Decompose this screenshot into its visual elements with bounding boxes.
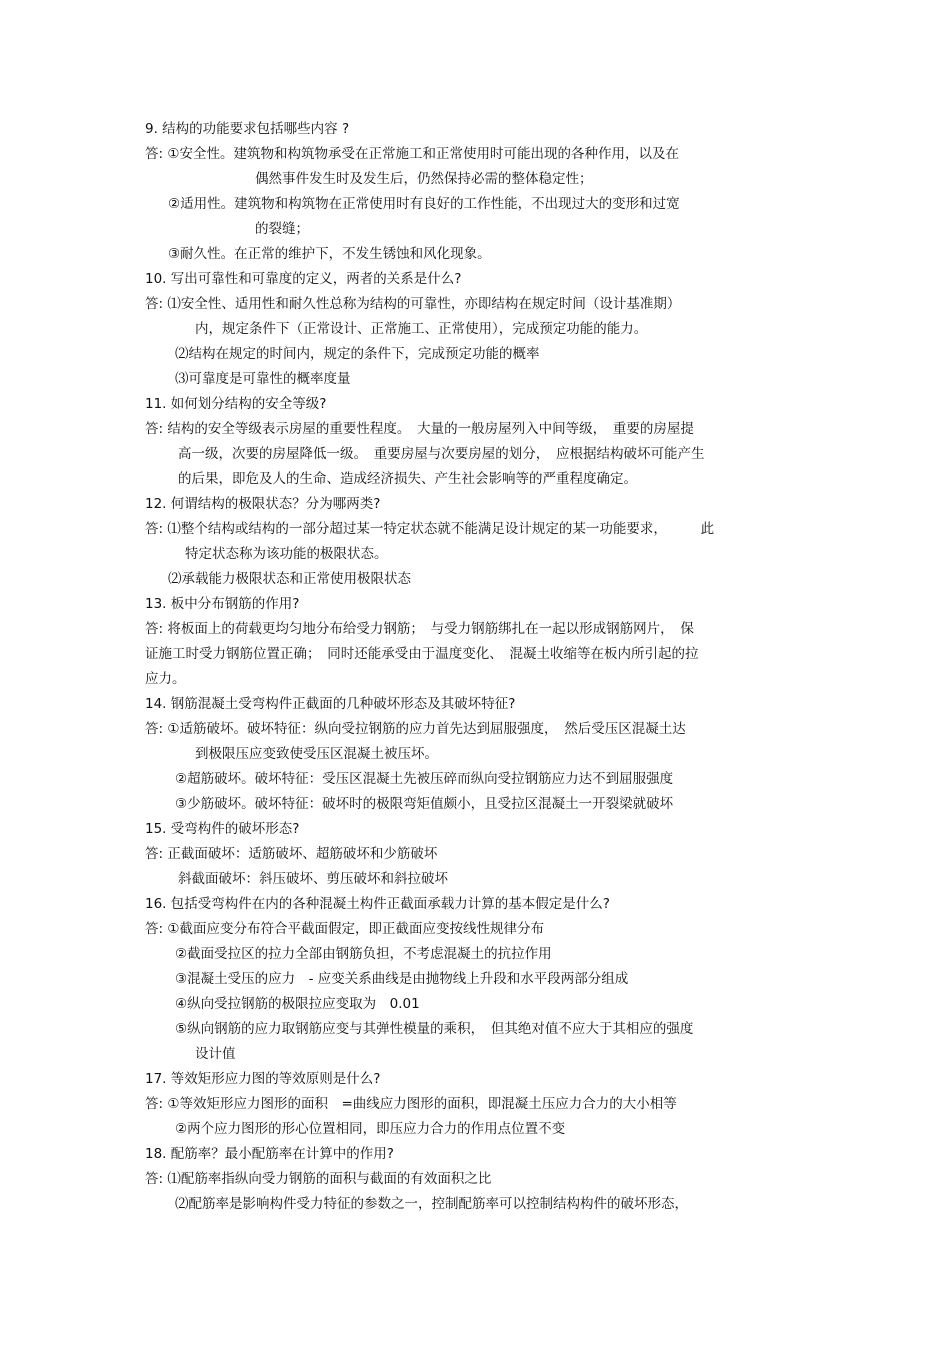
question-12: 12. 何谓结构的极限状态？分为哪两类? [145,496,381,512]
answer-11-line-2: 高一级，次要的房屋降低一级。 重要房屋与次要房屋的划分， 应根据结构破坏可能产生 [178,446,705,462]
answer-14-line-3: ②超筋破坏。破坏特征：受压区混凝土先被压碎而纵向受拉钢筋应力达不到屈服强度 [175,771,674,787]
answer-10-line-1: 答: ⑴安全性、适用性和耐久性总称为结构的可靠性，亦即结构在规定时间（设计基准期） [145,296,681,312]
answer-13-line-2: 证施工时受力钢筋位置正确； 同时还能承受由于温度变化、 混凝土收缩等在板内所引起的拉 [145,646,699,662]
question-13: 13. 板中分布钢筋的作用? [145,596,300,612]
answer-15-line-2: 斜截面破坏：斜压破坏、剪压破坏和斜拉破坏 [178,871,448,887]
question-11: 11. 如何划分结构的安全等级? [145,396,327,412]
question-10: 10. 写出可靠性和可靠度的定义，两者的关系是什么? [145,271,462,287]
question-16: 16. 包括受弯构件在内的各种混凝土构件正截面承载力计算的基本假定是什么? [145,896,610,912]
answer-18-line-2: ⑵配筋率是影响构件受力特征的参数之一，控制配筋率可以控制结构构件的破坏形态， [175,1196,688,1212]
answer-14-line-1: 答: ①适筋破坏。破坏特征：纵向受拉钢筋的应力首先达到屈服强度， 然后受压区混凝土达 [145,721,686,737]
answer-9-line-2: 偶然事件发生时及发生后，仍然保持必需的整体稳定性； [255,171,593,187]
answer-13-line-1: 答: 将板面上的荷载更均匀地分布给受力钢筋； 与受力钢筋绑扎在一起以形成钢筋网片， 保 [145,621,694,637]
answer-11-line-1: 答: 结构的安全等级表示房屋的重要性程度。 大量的一般房屋列入中间等级， 重要的房屋提 [145,421,694,437]
answer-9-line-4: 的裂缝； [255,221,309,237]
question-17: 17. 等效矩形应力图的等效原则是什么? [145,1071,381,1087]
answer-16-line-3: ③混凝土受压的应力 - 应变关系曲线是由抛物线上升段和水平段两部分组成 [175,971,629,987]
answer-16-line-6: 设计值 [195,1046,236,1062]
answer-16-line-2: ②截面受拉区的拉力全部由钢筋负担，不考虑混凝土的抗拉作用 [175,946,552,962]
answer-13-line-3: 应力。 [145,671,186,687]
answer-18-line-1: 答: ⑴配筋率指纵向受力钢筋的面积与截面的有效面积之比 [145,1171,492,1187]
answer-16-line-1: 答: ①截面应变分布符合平截面假定，即正截面应变按线性规律分布 [145,921,544,937]
answer-15-line-1: 答: 正截面破坏：适筋破坏、超筋破坏和少筋破坏 [145,846,438,862]
answer-10-line-2: 内，规定条件下（正常设计、正常施工、正常使用），完成预定功能的能力。 [195,321,648,337]
answer-12-line-1: 答: ⑴整个结构或结构的一部分超过某一特定状态就不能满足设计规定的某一功能要求， 此 [145,521,715,537]
answer-10-line-4: ⑶可靠度是可靠性的概率度量 [175,371,351,387]
answer-12-line-2: 特定状态称为该功能的极限状态。 [185,546,388,562]
question-18: 18. 配筋率？最小配筋率在计算中的作用? [145,1146,394,1162]
answer-16-line-4: ④纵向受拉钢筋的极限拉应变取为 0.01 [175,996,420,1012]
answer-17-line-1: 答: ①等效矩形应力图形的面积 =曲线应力图形的面积，即混凝土压应力合力的大小相等 [145,1096,677,1112]
question-15: 15. 受弯构件的破坏形态? [145,821,300,837]
answer-11-line-3: 的后果，即危及人的生命、造成经济损失、产生社会影响等的严重程度确定。 [178,471,637,487]
answer-14-line-2: 到极限压应变致使受压区混凝土被压坏。 [195,746,438,762]
question-9: 9. 结构的功能要求包括哪些内容 ? [145,121,350,137]
answer-14-line-4: ③少筋破坏。破坏特征：破坏时的极限弯矩值颇小，且受拉区混凝土一开裂梁就破坏 [175,796,674,812]
answer-16-line-5: ⑤纵向钢筋的应力取钢筋应变与其弹性模量的乘积， 但其绝对值不应大于其相应的强度 [175,1021,694,1037]
answer-9-line-3: ②适用性。建筑物和构筑物在正常使用时有良好的工作性能，不出现过大的变形和过宽 [168,196,680,212]
question-14: 14. 钢筋混凝土受弯构件正截面的几种破坏形态及其破坏特征? [145,696,516,712]
answer-10-line-3: ⑵结构在规定的时间内，规定的条件下，完成预定功能的概率 [175,346,540,362]
answer-17-line-2: ②两个应力图形的形心位置相同，即压应力合力的作用点位置不变 [175,1121,566,1137]
answer-9-line-1: 答: ①安全性。建筑物和构筑物承受在正常施工和正常使用时可能出现的各种作用，以及在 [145,146,679,162]
answer-12-line-3: ⑵承载能力极限状态和正常使用极限状态 [168,571,411,587]
answer-9-line-5: ③耐久性。在正常的维护下，不发生锈蚀和风化现象。 [168,246,491,262]
